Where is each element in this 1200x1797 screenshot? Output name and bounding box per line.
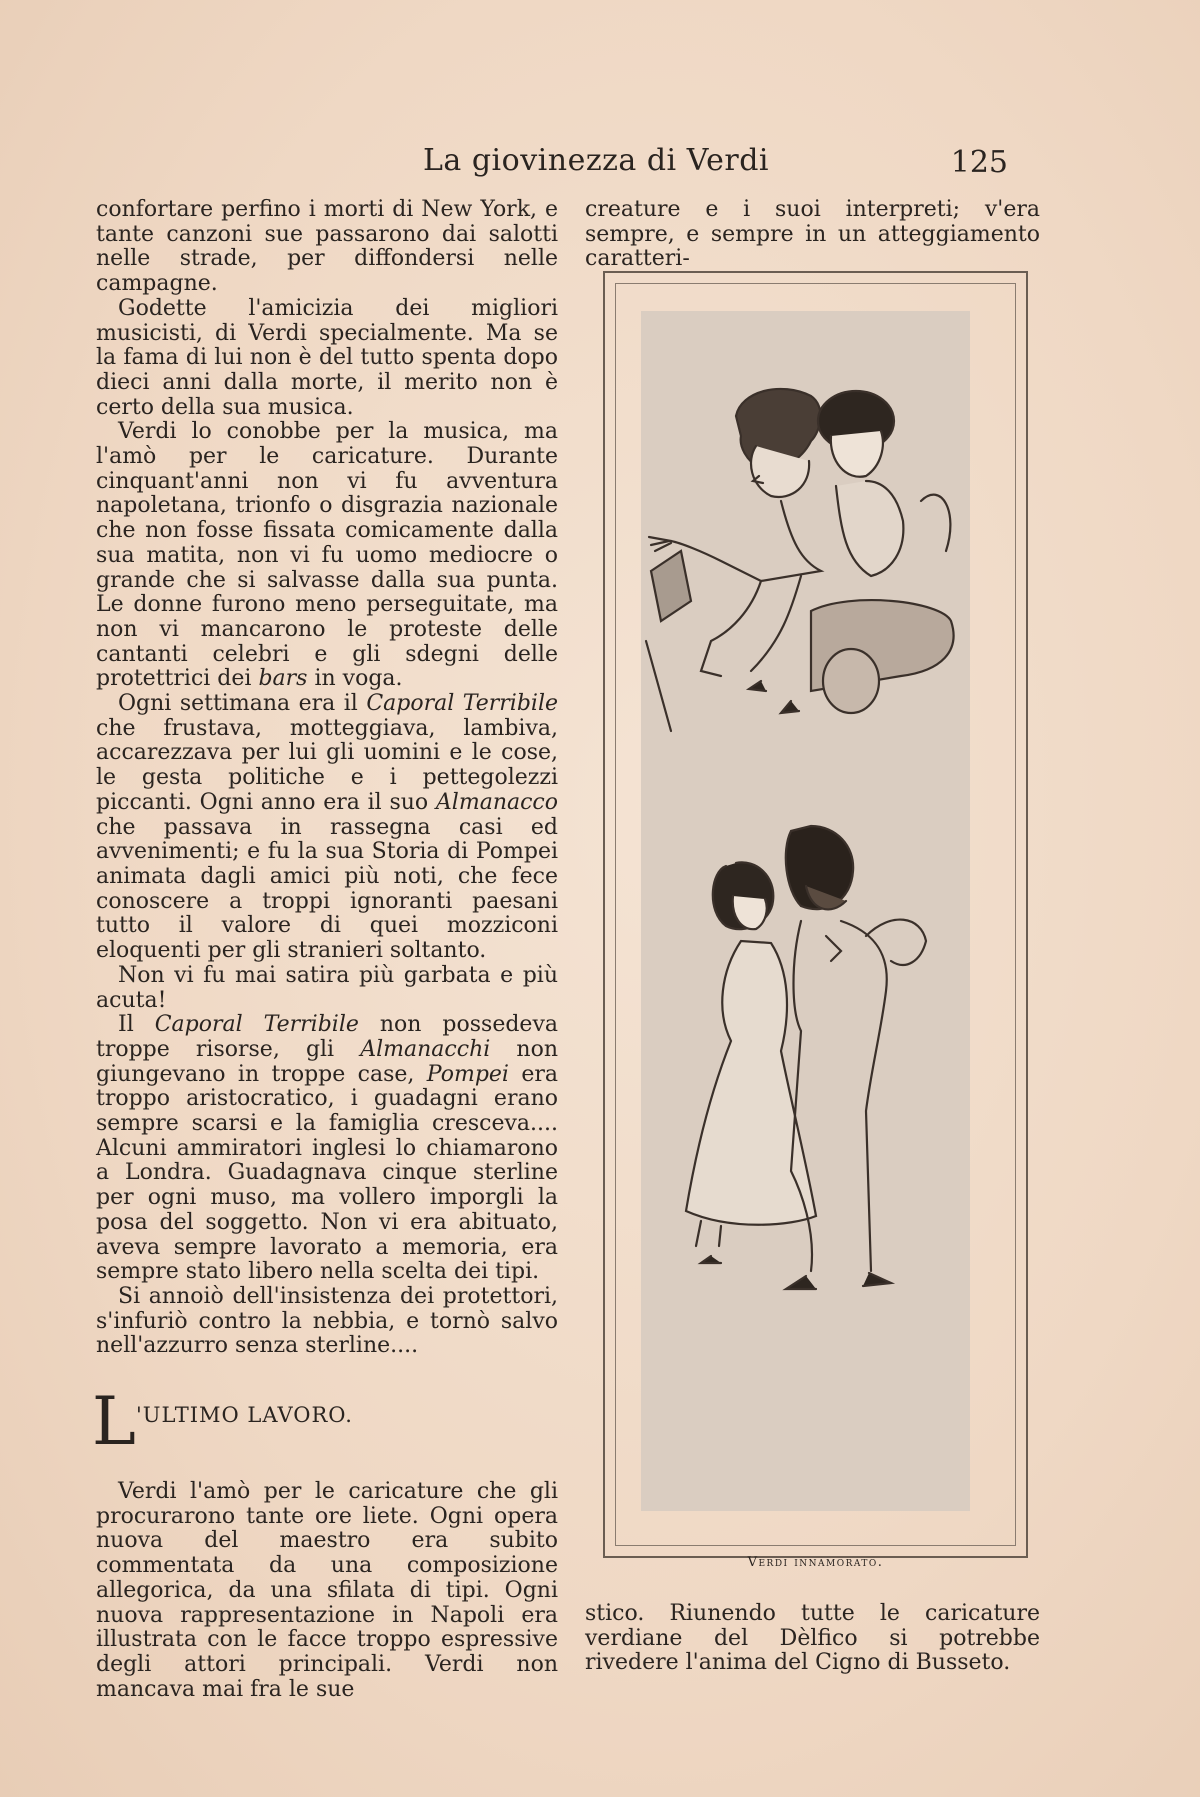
section-title: 'ULTIMO LAVORO. (136, 1403, 353, 1427)
italic-term: Pompei (426, 1061, 509, 1087)
running-title: La giovinezza di Verdi (423, 143, 769, 178)
text-run: Ogni settimana era il (118, 691, 358, 717)
left-column (96, 198, 558, 1359)
caricature-drawing (641, 311, 970, 1511)
paragraph (96, 1013, 558, 1285)
text-run: in voga. (314, 666, 403, 692)
right-bottom-column (585, 1602, 1040, 1676)
text-run: era troppo aristocratico, i guadagni erano sempre scarsi e la famiglia cresceva.... Alcuni ammiratori inglesi lo chiamarono a Londra. Guadagnava cinque sterline per ogni muso, ma vollero imporgli la posa del soggetto. Non vi era abituato, aveva sempre lavorato a memoria, era sempre stato libero nella scelta dei tipi. (96, 1061, 558, 1285)
paragraph: confortare perfino i morti di New York, e tante canzoni sue passarono dai salotti nelle strade, per diffondersi nelle campagne. (96, 197, 558, 297)
text-run: non possedeva troppe risorse, gli (96, 1012, 558, 1062)
paragraph: Si annoiò dell'insistenza dei protettori, s'infuriò contro la nebbia, e tornò salvo nell'azzurro senza sterline.... (96, 1283, 558, 1359)
right-top-column (585, 198, 1040, 272)
section-heading (92, 1383, 562, 1465)
drop-cap: L (92, 1383, 136, 1460)
text-run: che frustava, motteggiava, lambiva, accarezzava per lui gli uomini e le cose, le gesta politiche e i pettegolezzi piccanti. Ogni anno era il suo (96, 715, 558, 815)
page-number: 125 (950, 145, 1008, 180)
text-run: che passava in rassegna casi ed avvenimenti; e fu la sua Storia di Pompei animata dagli amici più noti, che fece conoscere a troppi ignoranti paesani tutto il valore di quei mozziconi eloquenti per gli stranieri soltanto. (96, 814, 558, 964)
italic-term: Caporal Terribile (366, 691, 558, 717)
paragraph: Non vi fu mai satira più garbata e più acuta! (96, 962, 558, 1013)
italic-term: Almanacchi (360, 1036, 491, 1062)
figure-caption: Verdi innamorato. (747, 1555, 884, 1570)
italic-term: Caporal Terribile (154, 1012, 359, 1038)
text-run: Verdi lo conobbe per la musica, ma l'amò per le caricature. Durante cinquant'anni non vi fu avventura napoletana, trionfo o disgrazia nazionale che non fosse fissata comicamente dalla sua matita, non vi fu uomo mediocre o grande che si salvasse dalla sua punta. Le donne furono meno perseguitate, ma non vi mancarono le proteste delle cantanti celebri e gli sdegni delle protettrici dei (96, 419, 558, 692)
left-bottom-column (96, 1480, 558, 1702)
paragraph: creature e i suoi interpreti; v'era sempre, e sempre in un atteggiamento caratteri- (585, 197, 1040, 272)
paragraph: stico. Riunendo tutte le caricature verdiane del Dèlfico si potrebbe rivedere l'anima del Cigno di Busseto. (585, 1601, 1040, 1676)
paragraph: Verdi l'amò per le caricature che gli procurarono tante ore liete. Ogni opera nuova del maestro era subito commentata da una composizione allegorica, da una sfilata di tipi. Ogni nuova rappresentazione in Napoli era illustrata con le facce troppo espressive degli attori principali. Verdi non mancava mai fra le sue (96, 1479, 558, 1702)
italic-term: Almanacco (435, 789, 558, 815)
text-run: Il (118, 1012, 134, 1038)
illustration-plate (603, 271, 1028, 1558)
paragraph: Godette l'amicizia dei migliori musicisti, di Verdi specialmente. Ma se la fama di lui non è del tutto spenta dopo dieci anni dalla morte, il merito non è certo della sua musica. (96, 295, 558, 420)
caricature-svg (641, 311, 970, 1511)
text-run: non giungevano in troppe case, (96, 1036, 558, 1087)
italic-term: bars (258, 666, 308, 692)
page-header (96, 143, 1008, 187)
paragraph (96, 692, 558, 964)
paragraph (96, 420, 558, 692)
